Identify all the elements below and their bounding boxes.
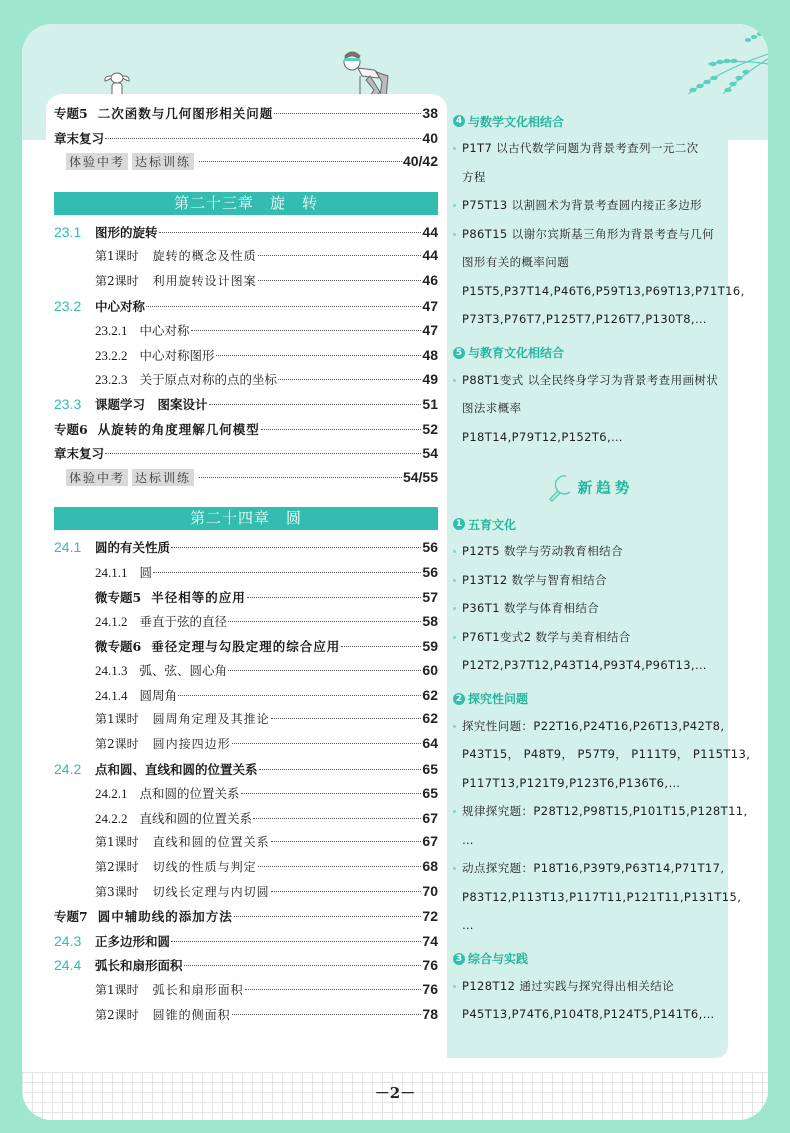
leader-dots: [241, 793, 422, 794]
lesson-label: 第1课时: [95, 712, 139, 727]
tag-label: 达标训练: [132, 469, 194, 486]
sidebar-content: [453, 108, 751, 1035]
section-number: 23.1: [54, 223, 82, 240]
tag-label: 达标训练: [132, 153, 194, 170]
entry-title: 圆周角定理及其推论: [152, 712, 270, 727]
leaf-decoration-icon: [668, 24, 768, 104]
toc-entry[interactable]: [54, 444, 438, 469]
toc-entry[interactable]: [54, 760, 438, 785]
toc-entry[interactable]: [54, 153, 438, 178]
section-number: 24.1: [54, 539, 82, 556]
toc-entry[interactable]: [54, 346, 438, 371]
entry-title: 垂直于弦的直径: [139, 614, 228, 630]
toc-entry[interactable]: [54, 809, 438, 834]
reference-line: P73T3,P76T7,P125T7,P126T7,P130T8,…: [462, 312, 707, 326]
page-ref: 40: [422, 129, 438, 146]
category-title: 与教育文化相结合: [468, 346, 565, 360]
entry-title: 章末复习: [54, 446, 105, 462]
page-ref: 47: [422, 297, 438, 314]
spacer: [453, 451, 728, 457]
subsection-number: 24.2.1: [95, 786, 128, 802]
reference-line: …: [462, 918, 474, 932]
entry-title: 圆: [139, 564, 153, 580]
entry-title: 切线长定理与内切圆: [152, 884, 270, 899]
leader-dots: [178, 695, 421, 696]
lesson-label: 第1课时: [95, 983, 139, 997]
leader-dots: [258, 280, 422, 281]
entry-title: 点和圆的位置关系: [139, 786, 240, 802]
reference-line: …: [462, 832, 474, 847]
leader-dots: [253, 818, 421, 819]
number-badge-icon: 2: [453, 693, 465, 705]
toc-entry[interactable]: [54, 907, 438, 932]
reference-line: 动点探究题：P18T16,P39T9,P63T14,P71T17,: [453, 854, 728, 883]
page-ref: 78: [422, 1005, 438, 1022]
subsection-number: 24.2.2: [95, 810, 128, 826]
page-ref: 65: [422, 785, 438, 802]
page-ref: 49: [422, 371, 438, 388]
entry-title: 二次函数与几何图形相关问题: [97, 106, 274, 121]
reference-line: P43T15， P48T9， P57T9， P111T9， P115T13,: [462, 747, 751, 761]
reference-line: 探究性问题：P22T16,P24T16,P26T13,P42T8,: [453, 712, 728, 741]
entry-title: 章末复习: [54, 130, 105, 146]
leader-dots: [274, 113, 421, 114]
page-ref: 56: [422, 563, 438, 580]
toc-entry[interactable]: [54, 661, 438, 686]
page-ref: 64: [422, 735, 438, 752]
page-ref: 44: [422, 223, 438, 240]
toc-entry[interactable]: [54, 981, 438, 1006]
leader-dots: [184, 965, 422, 966]
micro-topic-label: 微专题6: [95, 638, 142, 654]
entry-title: 弧长和扇形面积: [95, 958, 183, 974]
reference-line: P75T13 以割圆术为背景考查圆内接正多边形: [453, 191, 728, 220]
subsection-number: 23.2.1: [95, 323, 128, 339]
page-ref: 56: [422, 539, 438, 556]
lesson-label: 第2课时: [95, 1007, 139, 1022]
number-badge-icon: 1: [453, 518, 465, 530]
page-ref: 65: [422, 760, 438, 777]
toc-entry[interactable]: [54, 588, 438, 613]
topic-label: 专题7: [54, 909, 88, 925]
toc-entry[interactable]: [54, 956, 438, 981]
category-title: 五育文化: [468, 517, 517, 532]
entry-title: 直线和圆的位置关系: [139, 810, 253, 826]
lesson-label: 第2课时: [95, 273, 139, 288]
entry-title: 点和圆、直线和圆的位置关系: [95, 761, 258, 777]
toc-entry[interactable]: [54, 784, 438, 809]
section-number: 23.3: [54, 395, 82, 412]
leader-dots: [105, 453, 421, 454]
page-ref: 52: [422, 420, 438, 437]
category-heading: [453, 686, 728, 712]
leader-dots: [146, 306, 421, 307]
leader-dots: [271, 891, 422, 892]
entry-title: 弧长和扇形面积: [152, 983, 244, 997]
reference-line: P12T5 数学与劳动教育相结合: [453, 537, 728, 566]
toc-entry[interactable]: [54, 538, 438, 563]
category-title: 与数学文化相结合: [468, 114, 565, 129]
tag-label: 体验中考: [66, 469, 128, 486]
page-ref: 62: [422, 686, 438, 703]
toc-entry[interactable]: [54, 735, 438, 760]
table-of-contents: [54, 104, 438, 1030]
reference-line: 图法求概率: [462, 401, 522, 415]
reference-line: P45T13,P74T6,P104T8,P124T5,P141T6,…: [462, 1007, 715, 1021]
entry-title: 垂径定理与勾股定理的综合应用: [151, 638, 341, 654]
subsection-number: 24.1.4: [95, 687, 128, 703]
reference-line: P76T1变式2 数学与美育相结合: [453, 623, 728, 652]
toc-entry[interactable]: [54, 420, 438, 445]
toc-entry[interactable]: [54, 563, 438, 588]
leader-dots: [271, 718, 422, 719]
page-ref: 40/42: [402, 153, 438, 170]
subsection-number: 24.1.2: [95, 614, 128, 630]
page-ref: 59: [422, 637, 438, 654]
reference-line: 规律探究题：P28T12,P98T15,P101T15,P128T11,: [453, 797, 728, 826]
toc-entry[interactable]: [54, 932, 438, 957]
page-ref: 68: [422, 858, 438, 875]
entry-title: 关于原点对称的点的坐标: [139, 372, 278, 388]
tag-group: [66, 469, 198, 486]
entry-title: 弧、弦、圆心角: [139, 663, 228, 679]
page-ref: 76: [422, 957, 438, 974]
leader-dots: [159, 232, 422, 233]
leader-dots: [234, 916, 422, 917]
section-number: 24.4: [54, 957, 82, 974]
leader-dots: [245, 989, 422, 990]
page-ref: 54/55: [402, 468, 438, 485]
leader-dots: [199, 477, 402, 478]
reference-line: P86T15 以谢尔宾斯基三角形为背景考查与几何: [453, 220, 728, 249]
toc-entry[interactable]: [54, 858, 438, 883]
page-ref: 38: [422, 105, 438, 121]
page-ref: 46: [422, 271, 438, 288]
entry-title: 半径相等的应用: [151, 589, 246, 605]
subsection-number: 23.2.3: [95, 372, 128, 388]
entry-title: 旋转的概念及性质: [152, 249, 257, 264]
toc-entry[interactable]: [54, 395, 438, 420]
topic-label: 专题6: [54, 421, 88, 437]
toc-entry[interactable]: [54, 370, 438, 395]
reference-line: P36T1 数学与体育相结合: [453, 594, 728, 623]
reference-line: P88T1变式 以全民终身学习为背景考查用画树状: [453, 366, 728, 395]
leader-dots: [258, 866, 422, 867]
leader-dots: [191, 330, 422, 331]
page-number: －2－: [374, 1084, 416, 1102]
page-ref: 48: [422, 346, 438, 363]
entry-title: 课题学习 图案设计: [95, 396, 208, 412]
leader-dots: [228, 670, 421, 671]
page-ref: 67: [422, 809, 438, 826]
leader-dots: [259, 769, 422, 770]
toc-entry[interactable]: [54, 223, 438, 248]
toc-entry[interactable]: [54, 612, 438, 637]
section-number: 24.2: [54, 760, 82, 777]
page-ref: 51: [422, 395, 438, 412]
lesson-label: 第1课时: [95, 249, 139, 264]
toc-entry[interactable]: [54, 833, 438, 858]
trend-heading: [453, 463, 728, 511]
topic-label: 专题5: [54, 106, 88, 121]
lesson-label: 第3课时: [95, 884, 139, 899]
trend-title: 新趋势: [577, 480, 634, 497]
micro-topic-label: 微专题5: [95, 589, 142, 605]
number-badge-icon: 5: [453, 347, 465, 359]
entry-title: 圆中辅助线的添加方法: [97, 909, 233, 925]
leader-dots: [171, 547, 421, 548]
page-ref: 70: [422, 882, 438, 899]
entry-title: 圆内接四边形: [152, 737, 231, 752]
entry-title: 利用旋转设计图案: [152, 273, 257, 288]
page-ref: 57: [422, 588, 438, 605]
category-heading: [453, 108, 728, 134]
category-heading: [453, 340, 728, 366]
leader-dots: [199, 161, 402, 162]
reference-line: 图形有关的概率问题: [462, 255, 570, 269]
lesson-label: 第2课时: [95, 737, 139, 752]
reference-line: P83T12,P113T13,P117T11,P121T11,P131T15,: [462, 889, 742, 904]
entry-title: 圆锥的侧面积: [152, 1007, 231, 1022]
leader-dots: [271, 841, 422, 842]
tag-label: 体验中考: [66, 153, 128, 170]
entry-title: 图形的旋转: [95, 224, 158, 240]
leader-dots: [258, 255, 422, 256]
entry-title: 正多边形和圆: [95, 933, 171, 949]
subsection-number: 23.2.2: [95, 347, 128, 363]
reference-line: P13T12 数学与智育相结合: [453, 566, 728, 595]
subsection-number: 24.1.3: [95, 663, 128, 679]
leader-dots: [209, 404, 422, 405]
toc-entry[interactable]: [54, 883, 438, 908]
lesson-label: 第1课时: [95, 835, 139, 850]
reference-line: P18T14,P79T12,P152T6,…: [462, 429, 623, 444]
page-ref: 74: [422, 932, 438, 949]
lesson-label: 第2课时: [95, 860, 139, 875]
tag-group: [66, 153, 198, 170]
entry-title: 圆的有关性质: [95, 540, 171, 556]
category-heading: [453, 946, 728, 972]
toc-entry[interactable]: [54, 710, 438, 735]
entry-title: 中心对称图形: [139, 347, 215, 363]
entry-title: 直线和圆的位置关系: [152, 835, 270, 850]
toc-entry[interactable]: [54, 321, 438, 346]
leader-dots: [341, 646, 421, 647]
reference-line: P12T2,P37T12,P43T14,P93T4,P96T13,…: [462, 658, 707, 672]
category-title: 探究性问题: [468, 692, 529, 706]
section-number: 24.3: [54, 932, 82, 949]
leader-dots: [216, 355, 422, 356]
reference-line: P15T5,P37T14,P46T6,P59T13,P69T13,P71T16,: [462, 283, 745, 298]
leader-dots: [232, 1014, 422, 1015]
leader-dots: [153, 572, 421, 573]
magnifier-icon: [548, 472, 576, 502]
toc-entry[interactable]: [54, 129, 438, 154]
toc-entry[interactable]: [54, 637, 438, 662]
leader-dots: [261, 429, 422, 430]
number-badge-icon: 4: [453, 115, 465, 127]
leader-dots: [171, 941, 421, 942]
toc-entry[interactable]: [54, 247, 438, 272]
toc-entry[interactable]: [54, 686, 438, 711]
page-ref: 44: [422, 247, 438, 264]
entry-title: 切线的性质与判定: [152, 860, 257, 875]
leader-dots: [228, 621, 421, 622]
page-ref: 67: [422, 833, 438, 850]
page-ref: 62: [422, 710, 438, 727]
section-number: 23.2: [54, 297, 82, 314]
page-ref: 47: [422, 322, 438, 339]
subsection-number: 24.1.1: [95, 564, 128, 580]
category-heading: [453, 511, 728, 537]
toc-entry[interactable]: [54, 469, 438, 494]
category-title: 综合与实践: [468, 952, 529, 966]
toc-entry[interactable]: [54, 104, 438, 129]
entry-title: 中心对称: [95, 298, 146, 314]
page-ref: 54: [422, 445, 438, 462]
page-ref: 76: [422, 981, 438, 997]
leader-dots: [278, 379, 421, 380]
reference-line: P128T12 通过实践与探究得出相关结论: [453, 972, 728, 1001]
entry-title: 从旋转的角度理解几何模型: [97, 421, 260, 437]
reference-line: P1T7 以古代数学问题为背景考查列一元二次: [453, 134, 728, 163]
toc-entry[interactable]: [54, 272, 438, 297]
page-ref: 58: [422, 613, 438, 630]
toc-entry[interactable]: [54, 297, 438, 322]
chapter-heading: 第二十四章 圆: [54, 507, 438, 530]
page-ref: 60: [422, 662, 438, 679]
leader-dots: [232, 743, 422, 744]
page-ref: 72: [422, 908, 438, 925]
reference-line: 方程: [462, 169, 486, 184]
reference-line: P117T13,P121T9,P123T6,P136T6,…: [462, 775, 681, 790]
chapter-heading: 第二十三章 旋 转: [54, 192, 438, 215]
leader-dots: [105, 138, 421, 139]
number-badge-icon: 3: [453, 953, 465, 965]
toc-entry[interactable]: [54, 1006, 438, 1031]
spacer: [453, 1029, 728, 1035]
entry-title: 圆周角: [139, 687, 178, 703]
entry-title: 中心对称: [139, 323, 190, 339]
leader-dots: [247, 597, 422, 598]
